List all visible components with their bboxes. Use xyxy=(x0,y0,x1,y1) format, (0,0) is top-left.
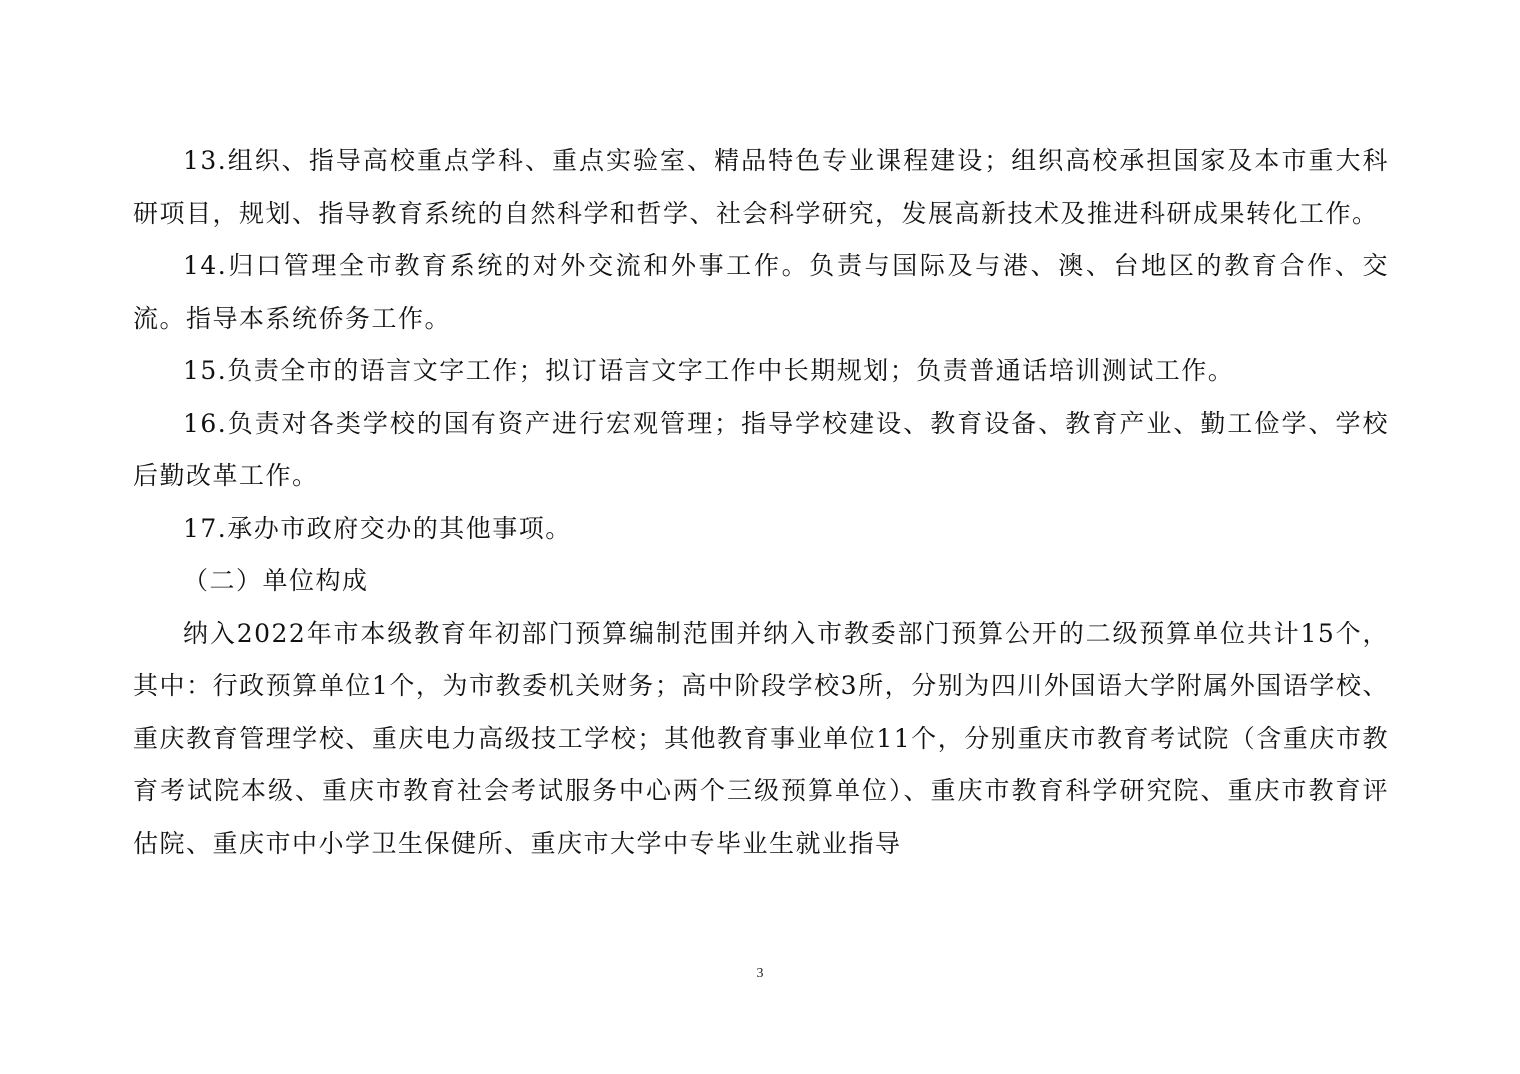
paragraph-unit-composition: 纳入2022年市本级教育年初部门预算编制范围并纳入市教委部门预算公开的二级预算单位共计15个，其中：行政预算单位1个，为市教委机关财务；高中阶段学校3所，分别为四川外国语大学附属外国语学校、重庆教育管理学校、重庆电力高级技工学校；其他教育事业单位11个，分别重庆市教育考试院（含重庆市教育考试院本级、重庆市教育社会考试服务中心两个三级预算单位）、重庆市教育科学研究院、重庆市教育评估院、重庆市中小学卫生保健所、重庆市大学中专毕业生就业指导 xyxy=(133,618,1389,858)
paragraph-item-15: 15.负责全市的语言文字工作；拟订语言文字工作中长期规划；负责普通话培训测试工作。 xyxy=(183,356,1235,385)
paragraph-item-14: 14.归口管理全市教育系统的对外交流和外事工作。负责与国际及与港、澳、台地区的教育合作、交流。指导本系统侨务工作。 xyxy=(133,251,1389,333)
page-number: 3 xyxy=(756,966,764,981)
section-heading-unit-composition: （二）单位构成 xyxy=(183,566,369,595)
paragraph-item-16: 16.负责对各类学校的国有资产进行宏观管理；指导学校建设、教育设备、教育产业、勤工俭学、学校后勤改革工作。 xyxy=(133,408,1389,490)
document-body xyxy=(133,135,1389,870)
paragraph-item-17: 17.承办市政府交办的其他事项。 xyxy=(183,513,572,543)
paragraph-item-13: 13.组织、指导高校重点学科、重点实验室、精品特色专业课程建设；组织高校承担国家及本市重大科研项目，规划、指导教育系统的自然科学和哲学、社会科学研究，发展高新技术及推进科研成果转化工作。 xyxy=(133,146,1389,228)
